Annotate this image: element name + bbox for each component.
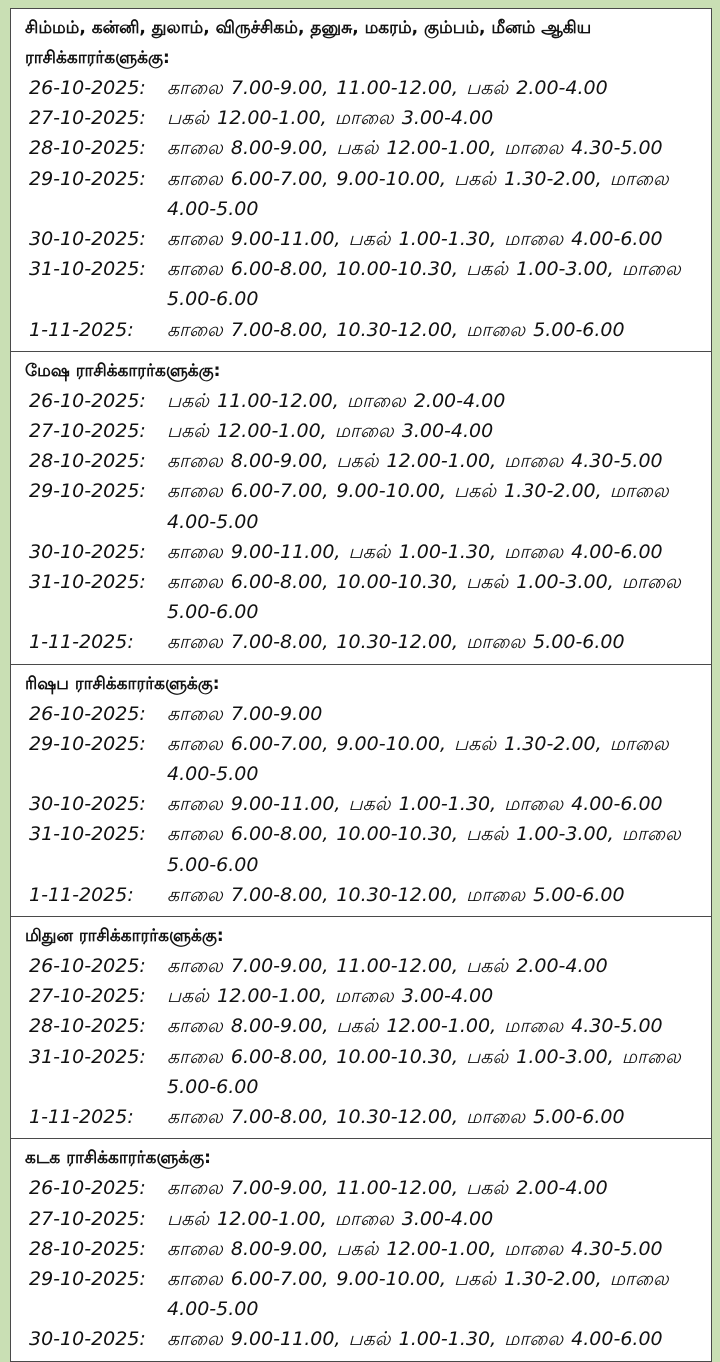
entry-date: 30-10-2025: (29, 1328, 146, 1351)
timing-row (11, 224, 711, 254)
entry-times: காலை 6.00-8.00, 10.00-10.30, பகல் 1.00-3.00, மாலை 5.00-6.00 (167, 823, 681, 876)
entry-date: 26-10-2025: (29, 702, 146, 725)
timing-row (11, 789, 711, 819)
timing-row (11, 103, 711, 133)
timing-row (11, 1204, 711, 1234)
entry-times: காலை 6.00-7.00, 9.00-10.00, பகல் 1.30-2.00, மாலை 4.00-5.00 (167, 732, 669, 786)
timing-row (11, 1324, 711, 1354)
entry-times: காலை 9.00-11.00, பகல் 1.00-1.30, மாலை 4.00-6.00 (167, 1328, 663, 1351)
entry-date: 26-10-2025: (29, 389, 146, 412)
entry-date: 26-10-2025: (29, 77, 146, 99)
rasi-section (11, 9, 711, 352)
entry-date: 29-10-2025: (29, 167, 146, 190)
entry-times: பகல் 12.00-1.00, மாலை 3.00-4.00 (167, 420, 494, 443)
timing-row (11, 446, 711, 476)
entry-date: 28-10-2025: (29, 1237, 146, 1260)
section-heading: மேஷ ராசிக்காரர்களுக்கு: (25, 360, 221, 381)
entry-date: 30-10-2025: (29, 540, 146, 563)
entry-times: காலை 8.00-9.00, பகல் 12.00-1.00, மாலை 4.30-5.00 (167, 1015, 663, 1038)
timing-row (11, 476, 711, 536)
entry-date: 1-11-2025: (29, 1106, 134, 1129)
entry-date: 28-10-2025: (29, 1015, 146, 1038)
timing-row (11, 537, 711, 567)
timing-row (11, 315, 711, 345)
entry-date: 27-10-2025: (29, 420, 146, 443)
entry-date: 26-10-2025: (29, 955, 146, 978)
entry-times: காலை 6.00-8.00, 10.00-10.30, பகல் 1.00-3.00, மாலை 5.00-6.00 (167, 258, 681, 311)
rasi-section (11, 1139, 711, 1360)
entry-times: காலை 7.00-8.00, 10.30-12.00, மாலை 5.00-6.00 (167, 883, 625, 906)
timing-row (11, 164, 711, 224)
timing-row (11, 981, 711, 1011)
timing-row (11, 567, 711, 627)
timing-row (11, 133, 711, 163)
entry-date: 27-10-2025: (29, 1207, 146, 1230)
timing-row (11, 1102, 711, 1132)
entry-times: பகல் 12.00-1.00, மாலை 3.00-4.00 (167, 1207, 494, 1230)
entry-date: 27-10-2025: (29, 107, 146, 130)
entry-date: 1-11-2025: (29, 631, 134, 654)
entry-times: பகல் 11.00-12.00, மாலை 2.00-4.00 (167, 389, 506, 412)
timing-row (11, 1264, 711, 1324)
timing-row (11, 880, 711, 910)
timing-row (11, 627, 711, 657)
timing-row (11, 951, 711, 981)
timing-row (11, 1042, 711, 1102)
timing-row (11, 1234, 711, 1264)
entry-date: 29-10-2025: (29, 1267, 146, 1290)
entry-times: காலை 7.00-9.00 (167, 702, 323, 725)
entry-date: 1-11-2025: (29, 883, 134, 906)
entry-times: காலை 6.00-8.00, 10.00-10.30, பகல் 1.00-3.00, மாலை 5.00-6.00 (167, 1045, 681, 1098)
entry-times: காலை 9.00-11.00, பகல் 1.00-1.30, மாலை 4.00-6.00 (167, 228, 663, 251)
entry-times: காலை 8.00-9.00, பகல் 12.00-1.00, மாலை 4.30-5.00 (167, 137, 663, 160)
entry-times: காலை 9.00-11.00, பகல் 1.00-1.30, மாலை 4.00-6.00 (167, 540, 663, 563)
section-heading: ரிஷப ராசிக்காரர்களுக்கு: (25, 673, 220, 694)
entry-times: பகல் 12.00-1.00, மாலை 3.00-4.00 (167, 985, 494, 1008)
timing-row (11, 416, 711, 446)
entry-times: காலை 7.00-9.00, 11.00-12.00, பகல் 2.00-4.00 (167, 1177, 608, 1200)
timing-row (11, 73, 711, 103)
entry-date: 30-10-2025: (29, 228, 146, 251)
timing-table (10, 8, 712, 1362)
entry-date: 26-10-2025: (29, 1177, 146, 1200)
rasi-section (11, 665, 711, 917)
entry-times: காலை 8.00-9.00, பகல் 12.00-1.00, மாலை 4.30-5.00 (167, 450, 663, 473)
entry-date: 31-10-2025: (29, 258, 146, 281)
timing-row (11, 699, 711, 729)
entry-date: 28-10-2025: (29, 137, 146, 160)
entry-date: 27-10-2025: (29, 985, 146, 1008)
entry-date: 31-10-2025: (29, 1045, 146, 1068)
timing-row (11, 1173, 711, 1203)
timing-row (11, 386, 711, 416)
entry-date: 31-10-2025: (29, 571, 146, 594)
entry-times: காலை 7.00-8.00, 10.30-12.00, மாலை 5.00-6.00 (167, 1106, 625, 1129)
entry-times: பகல் 12.00-1.00, மாலை 3.00-4.00 (167, 107, 494, 130)
entry-times: காலை 7.00-9.00, 11.00-12.00, பகல் 2.00-4.00 (167, 955, 608, 978)
entry-date: 29-10-2025: (29, 732, 146, 755)
rasi-section (11, 352, 711, 665)
entry-times: காலை 6.00-7.00, 9.00-10.00, பகல் 1.30-2.00, மாலை 4.00-5.00 (167, 167, 669, 220)
entry-times: காலை 7.00-8.00, 10.30-12.00, மாலை 5.00-6.00 (167, 631, 625, 654)
section-heading: மிதுன ராசிக்காரர்களுக்கு: (25, 926, 224, 947)
timing-row (11, 254, 711, 314)
entry-date: 30-10-2025: (29, 793, 146, 816)
section-heading: கடக ராசிக்காரர்களுக்கு: (25, 1148, 211, 1169)
entry-times: காலை 7.00-9.00, 11.00-12.00, பகல் 2.00-4.00 (167, 77, 608, 99)
section-heading: சிம்மம், கன்னி, துலாம், விருச்சிகம், தனுசு, மகரம், கும்பம், மீனம் ஆகிய ராசிக்காரர்களுக்கு: (25, 18, 592, 68)
entry-date: 1-11-2025: (29, 318, 134, 341)
timing-row (11, 1011, 711, 1041)
entry-times: காலை 8.00-9.00, பகல் 12.00-1.00, மாலை 4.30-5.00 (167, 1237, 663, 1260)
entry-times: காலை 6.00-8.00, 10.00-10.30, பகல் 1.00-3.00, மாலை 5.00-6.00 (167, 571, 681, 624)
entry-times: காலை 9.00-11.00, பகல் 1.00-1.30, மாலை 4.00-6.00 (167, 793, 663, 816)
entry-times: காலை 6.00-7.00, 9.00-10.00, பகல் 1.30-2.00, மாலை 4.00-5.00 (167, 1267, 669, 1321)
rasi-section (11, 917, 711, 1139)
timing-row (11, 729, 711, 789)
entry-date: 28-10-2025: (29, 450, 146, 473)
timing-row (11, 819, 711, 879)
entry-date: 29-10-2025: (29, 480, 146, 503)
entry-times: காலை 7.00-8.00, 10.30-12.00, மாலை 5.00-6.00 (167, 318, 625, 341)
entry-times: காலை 6.00-7.00, 9.00-10.00, பகல் 1.30-2.00, மாலை 4.00-5.00 (167, 480, 669, 533)
entry-date: 31-10-2025: (29, 823, 146, 846)
